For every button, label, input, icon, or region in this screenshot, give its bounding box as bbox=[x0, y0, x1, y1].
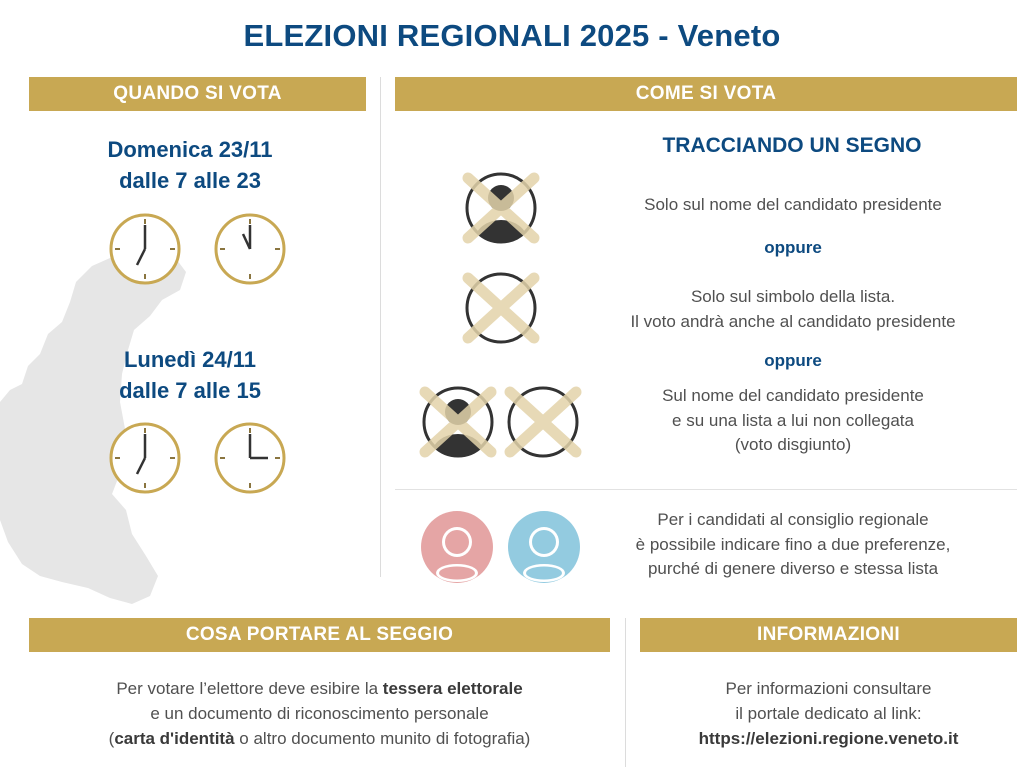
option-3-text bbox=[610, 384, 976, 458]
tessera-elettorale: tessera elettorale bbox=[382, 679, 523, 698]
quando-heading: QUANDO SI VOTA bbox=[29, 77, 366, 111]
cosa-heading: COSA PORTARE AL SEGGIO bbox=[29, 618, 610, 652]
day-label: Domenica 23/11 bbox=[107, 137, 273, 162]
preferences-line: purché di genere diverso e stessa lista bbox=[647, 559, 939, 578]
cosa-text bbox=[29, 676, 610, 751]
day-block-2 bbox=[40, 344, 340, 406]
list-symbol-crossed-icon bbox=[498, 382, 588, 462]
male-avatar-icon bbox=[506, 509, 582, 585]
info-text bbox=[640, 676, 1017, 751]
bottom-divider bbox=[625, 618, 626, 767]
option-2-text bbox=[580, 285, 1006, 334]
option-line: Il voto andrà anche al candidato presidente bbox=[630, 311, 956, 331]
option-1-text bbox=[590, 193, 996, 218]
option-line: Sul nome del candidato presidente bbox=[662, 386, 924, 405]
option-line: Solo sul nome del candidato presidente bbox=[644, 195, 942, 214]
preferences-line: è possibile indicare fino a due preferenze, bbox=[635, 534, 951, 554]
carta-identita: carta d'identità bbox=[114, 729, 235, 748]
info-heading: INFORMAZIONI bbox=[640, 618, 1017, 652]
female-avatar-icon bbox=[419, 509, 495, 585]
oppure-label: oppure bbox=[764, 351, 822, 370]
info-line-1: Per informazioni consultare bbox=[725, 679, 932, 698]
option-line: Solo sul simbolo della lista. bbox=[690, 287, 896, 306]
option-line: (voto disgiunto) bbox=[734, 435, 852, 454]
come-heading: COME SI VOTA bbox=[395, 77, 1017, 111]
clock-icon bbox=[213, 212, 287, 286]
page-title: ELEZIONI REGIONALI 2025 - Veneto bbox=[243, 18, 781, 53]
candidate-crossed-icon bbox=[456, 168, 546, 248]
clock-icon bbox=[108, 212, 182, 286]
column-divider bbox=[380, 77, 381, 577]
cosa-line-2: e un documento di riconoscimento personale bbox=[150, 704, 489, 723]
candidate-crossed-icon bbox=[413, 382, 503, 462]
info-link[interactable]: https://elezioni.regione.veneto.it bbox=[698, 729, 959, 748]
clock-icon bbox=[213, 421, 287, 495]
section-divider bbox=[395, 489, 1017, 490]
day-block-1 bbox=[40, 134, 340, 196]
cosa-line-3: (carta d'identità o altro documento munito di fotografia) bbox=[108, 729, 531, 748]
oppure-label: oppure bbox=[764, 238, 822, 257]
day-hours: dalle 7 alle 23 bbox=[119, 168, 261, 193]
cosa-line-1: Per votare l’elettore deve esibire la tessera elettorale bbox=[116, 679, 523, 698]
list-symbol-crossed-icon bbox=[456, 268, 546, 348]
preferences-line: Per i candidati al consiglio regionale bbox=[657, 510, 929, 529]
clock-icon bbox=[108, 421, 182, 495]
option-line: e su una lista a lui non collegata bbox=[672, 410, 914, 430]
come-subtitle: TRACCIANDO UN SEGNO bbox=[662, 134, 922, 157]
day-hours: dalle 7 alle 15 bbox=[119, 378, 261, 403]
day-label: Lunedì 24/11 bbox=[123, 347, 257, 372]
preferences-text bbox=[590, 508, 996, 582]
info-line-2: il portale dedicato al link: bbox=[735, 704, 922, 723]
